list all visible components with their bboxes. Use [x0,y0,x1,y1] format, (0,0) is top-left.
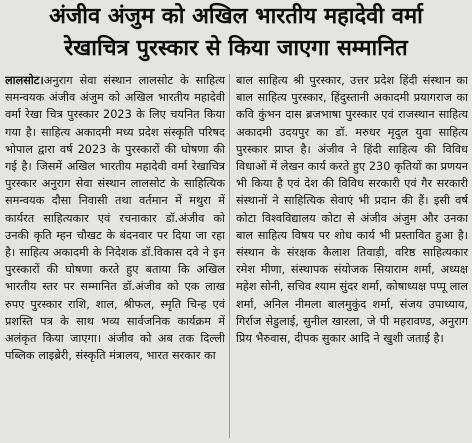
left-column-text: अनुराग सेवा संस्थान लालसोट के साहित्य समन्वयक अंजीव अंजुम को अखिल भारतीय महादेवी वर्मा रेखा चित्र पुरस्कार 2023 के लिए चयनित किया गया है। साहित्य अकादमी मध्य प्रदेश संस्कृति परिषद भोपाल द्वारा वर्ष 2023 के पुरस्कारों की घोषणा की गई है। जिसमें अखिल भारतीय महादेवी वर्मा रेखाचित्र पुरस्कार अनुराग सेवा संस्थान लालसोट के साहित्यिक समन्वयक दौसा निवासी तथा वर्तमान में मथुरा में कार्यरत साहित्यकार एवं रचनाकार डॉ.अंजीव को उनकी कृति म्हन चौखट के बंदनवार पर दिया जा रहा है। साहित्य अकादमी के निदेशक डॉ.विकास दवे ने इन पुरस्कारों की घोषणा करते हुए बताया कि अखिल भारतीय स्तर पर सम्मानित डॉ.अंजीव को एक लाख रुपए पुरस्कार राशि, शाल, श्रीफल, स्मृति चिन्ह एवं प्रशस्ति पत्र के साथ भव्य सार्वजनिक कार्यक्रम में अलंकृत किया जाएगा। अंजीव को अब तक दिल्ली पब्लिक लाइब्रेरी, संस्कृति मंत्रालय, भारत सरकार का [5,74,225,363]
headline-line-1: अंजीव अंजुम को अखिल भारतीय महादेवी वर्मा [49,4,423,29]
dateline: लालसोट। [5,74,44,87]
article-left-column [5,72,225,440]
article-right-column [236,72,468,440]
right-column-text: बाल साहित्य श्री पुरस्कार, उत्तर प्रदेश हिंदी संस्थान का बाल साहित्य पुरस्कार, हिंदुस्तानी अकादमी प्रयागराज का कवि कुंभन दास ब्रजभाषा पुरस्कार एवं राजस्थान साहित्य अकादमी उदयपुर का डॉ. मरुधर मृदुल युवा साहित्य पुरस्कार प्राप्त है। अंजीव ने हिंदी साहित्य की विविध विधाओं में लेखन कार्य करते हुए 230 कृतियों का प्रणयन भी किया है एवं देश की विविध सरकारी एवं गैर सरकारी संस्थानों ने साहित्यिक सेवाएं भी प्रदान की हैं। इसी वर्ष कोटा विश्वविद्यालय कोटा से अंजीव अंजुम और उनका बाल साहित्य विषय पर शोध कार्य भी प्रस्तावित हुआ है। संस्थान के संरक्षक कैलाश तिवाड़ी, वरिष्ठ साहित्यकार रमेश मीणा, संस्थापक संयोजक सियाराम शर्मा, अध्यक्ष महेश सोनी, सचिव श्याम सुंदर शर्मा, कोषाध्यक्ष पप्पू लाल शर्मा, अनिल नीमला बालमुकुंद शर्मा, संजय उपाध्याय, गिर्राज सेडुलाई, सुनील खारला, जे पी महरावण्ड, अनुराग प्रिय भैरुवास, दीपक सुकार आदि ने खुशी जताई है। [236,74,468,346]
headline-line-2: रेखाचित्र पुरस्कार से किया जाएगा सम्मानित [64,36,408,61]
column-divider [229,74,230,438]
